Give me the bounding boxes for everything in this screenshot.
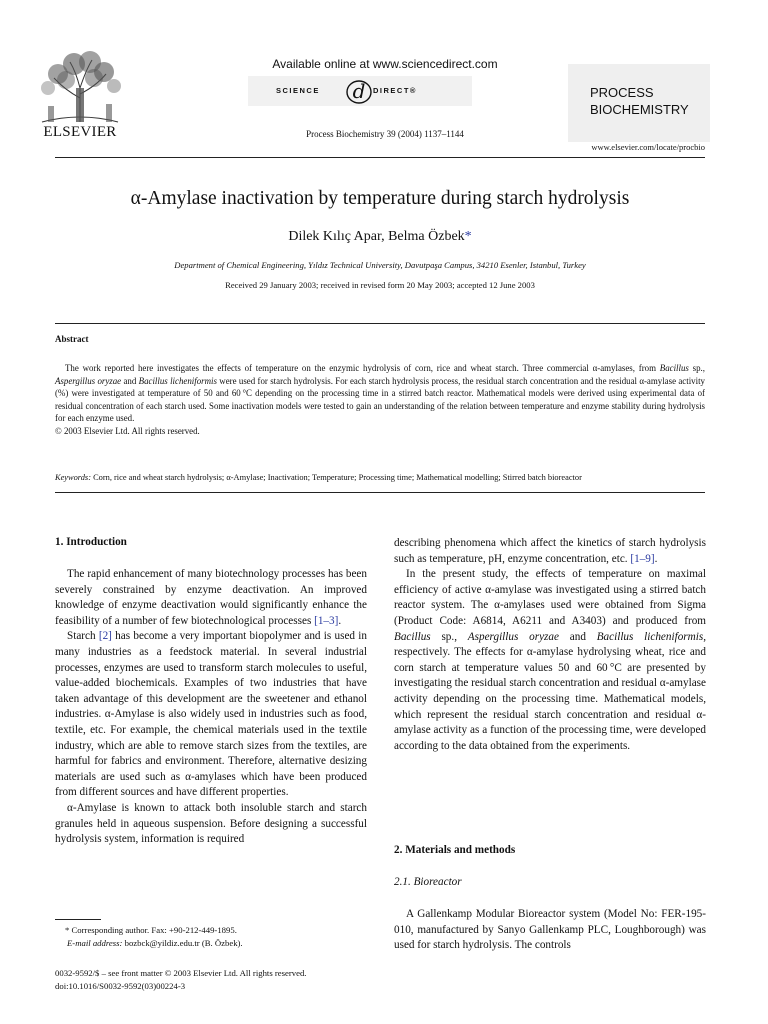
right-column	[394, 536, 706, 754]
abstract-rule-bottom	[55, 492, 705, 493]
sciencedirect-logo-right: DIRECT®	[373, 86, 417, 95]
front-matter-footer	[55, 967, 385, 992]
journal-reference: Process Biochemistry 39 (2004) 1137–1144	[306, 129, 464, 139]
abstract-body	[55, 362, 705, 438]
section-heading-introduction: 1. Introduction	[55, 536, 127, 548]
intro-paragraph-1: The rapid enhancement of many biotechnology processes has been severely constrained by enzyme deactivation. An improved knowledge of enzyme deactivation would significantly enhance the feasibility of a number of few biotechnological processes [1–3].	[55, 568, 367, 627]
citation-link[interactable]: [2]	[98, 630, 112, 643]
intro-paragraph-2: Starch [2] has become a very important biopolymer and is used in many industries as a feedstock material. In several industrial processes, enzymes are used to transform starch molecules to useful, value-added biochemicals. Examples of two industries that have taken advantage of this development are the sweetener and ethanol industries. α-Amylase is also widely used in industries such as food, textile, etc. For example, the chemical materials used in the textile industry, which are able to remove starch sizes from the textiles, are harmful for fabrics and environment. Therefore, alternative desizing materials are used such as α-amylases which have been produced from different sources and have different properties.	[55, 630, 367, 799]
footnote-rule	[55, 919, 101, 920]
publisher-name: ELSEVIER	[43, 124, 117, 140]
journal-title-line1: PROCESS	[590, 85, 654, 100]
section-heading-methods: 2. Materials and methods	[394, 844, 516, 856]
journal-title-line2: BIOCHEMISTRY	[590, 102, 689, 117]
article-title: α-Amylase inactivation by temperature during starch hydrolysis	[130, 188, 630, 209]
header-rule	[55, 157, 705, 158]
author-list	[40, 229, 720, 245]
author-names: Dilek Kılıç Apar, Belma Özbek	[288, 229, 465, 244]
available-online-link[interactable]: Available online at www.sciencedirect.com	[272, 57, 498, 71]
journal-url-link[interactable]: www.elsevier.com/locate/procbio	[591, 142, 705, 152]
affiliation: Department of Chemical Engineering, Yıldız Technical University, Davutpaşa Campus, 34210 Esenler, Istanbul, Turkey	[174, 260, 586, 270]
left-column	[55, 567, 367, 848]
intro-paragraph-5: In the present study, the effects of temperature on maximal efficiency of active α-amylase was investigated using a stirred batch reactor system. The α-amylases used were obtained from Sigma (Product Code: A6814, A6211 and A3403) and produced from Bacillus sp., Aspergillus oryzae and Bacillus licheniformis, respectively. The effects for α-amylase hydrolysing wheat, rice and corn starch at temperature values 50 and 60 °C are presented by investigating the residual starch concentration and residual α-amylase activity depending on the processing time. Mathematical models, which represent the residual starch concentration and residual α-amylase activity as a function of the processing time, were developed according to the data obtained from the experiments.	[394, 568, 706, 752]
methods-paragraph-wrap	[394, 907, 706, 954]
front-matter-line: 0032-9592/$ – see front matter © 2003 Elsevier Ltd. All rights reserved.	[55, 968, 307, 978]
abstract-copyright: © 2003 Elsevier Ltd. All rights reserved.	[55, 425, 200, 436]
footnote-corresponding: * Corresponding author. Fax: +90-212-449-1895.	[65, 925, 237, 935]
sciencedirect-d-icon	[344, 74, 374, 106]
keywords-list: Corn, rice and wheat starch hydrolysis; α-Amylase; Inactivation; Temperature; Processing time; Mathematical modelling; Stirred batch bioreactor	[90, 473, 582, 482]
subsection-heading-bioreactor: 2.1. Bioreactor	[394, 876, 462, 888]
corresponding-author-mark[interactable]: *	[464, 229, 472, 244]
abstract-rule-top	[55, 323, 705, 324]
svg-text:d: d	[352, 79, 366, 103]
doi-link[interactable]: doi:10.1016/S0032-9592(03)00224-3	[55, 980, 186, 991]
intro-paragraph-3: α-Amylase is known to attack both insoluble starch and starch granules held in aqueous suspension. Before designing a successful hydrolysis system, information is required	[55, 801, 367, 846]
footnote-email: E-mail address: bozbck@yildiz.edu.tr (B. Özbek).	[67, 937, 243, 948]
citation-link[interactable]: [1–9]	[630, 552, 655, 565]
keywords-label: Keywords:	[55, 473, 91, 482]
sciencedirect-logo-left: SCIENCE	[276, 86, 320, 95]
abstract-paragraph: The work reported here investigates the effects of temperature on the enzymic hydrolysis of corn, rice and wheat starch. Three commercial α-amylases, from Bacillus sp., Aspergillus oryzae and Bacillus licheniformis were used for starch hydrolysis. For each starch hydrolysis process, the residual starch concentration and the residual α-amylase activity (%) were investigated at temperature of 50 and 60 °C depending on the processing time in a stirred batch reactor. Mathematical models were derived using experimental data of residual concentration of each starch used. Some inactivation models were tested to gain an understanding of the relation between temperature and enzyme stability during hydrolysis for each enzyme used.	[55, 363, 705, 424]
footnote	[55, 924, 367, 949]
received-dates: Received 29 January 2003; received in revised form 20 May 2003; accepted 12 June 2003	[225, 280, 535, 290]
journal-title	[590, 84, 689, 118]
citation-link[interactable]: [1–3]	[314, 614, 339, 627]
email-link[interactable]: bozbck@yildiz.edu.tr (B. Özbek).	[122, 937, 243, 948]
intro-paragraph-4: describing phenomena which affect the kinetics of starch hydrolysis such as temperature, pH, enzyme concentration, etc. [1–9].	[394, 537, 706, 565]
keywords	[55, 473, 705, 482]
abstract-heading: Abstract	[55, 334, 89, 344]
methods-paragraph-1: A Gallenkamp Modular Bioreactor system (Model No: FER-195-010, manufactured by Sanyo Gallenkamp PLC, Loughborough) was used for starch hydrolysis. The controls	[394, 908, 706, 952]
